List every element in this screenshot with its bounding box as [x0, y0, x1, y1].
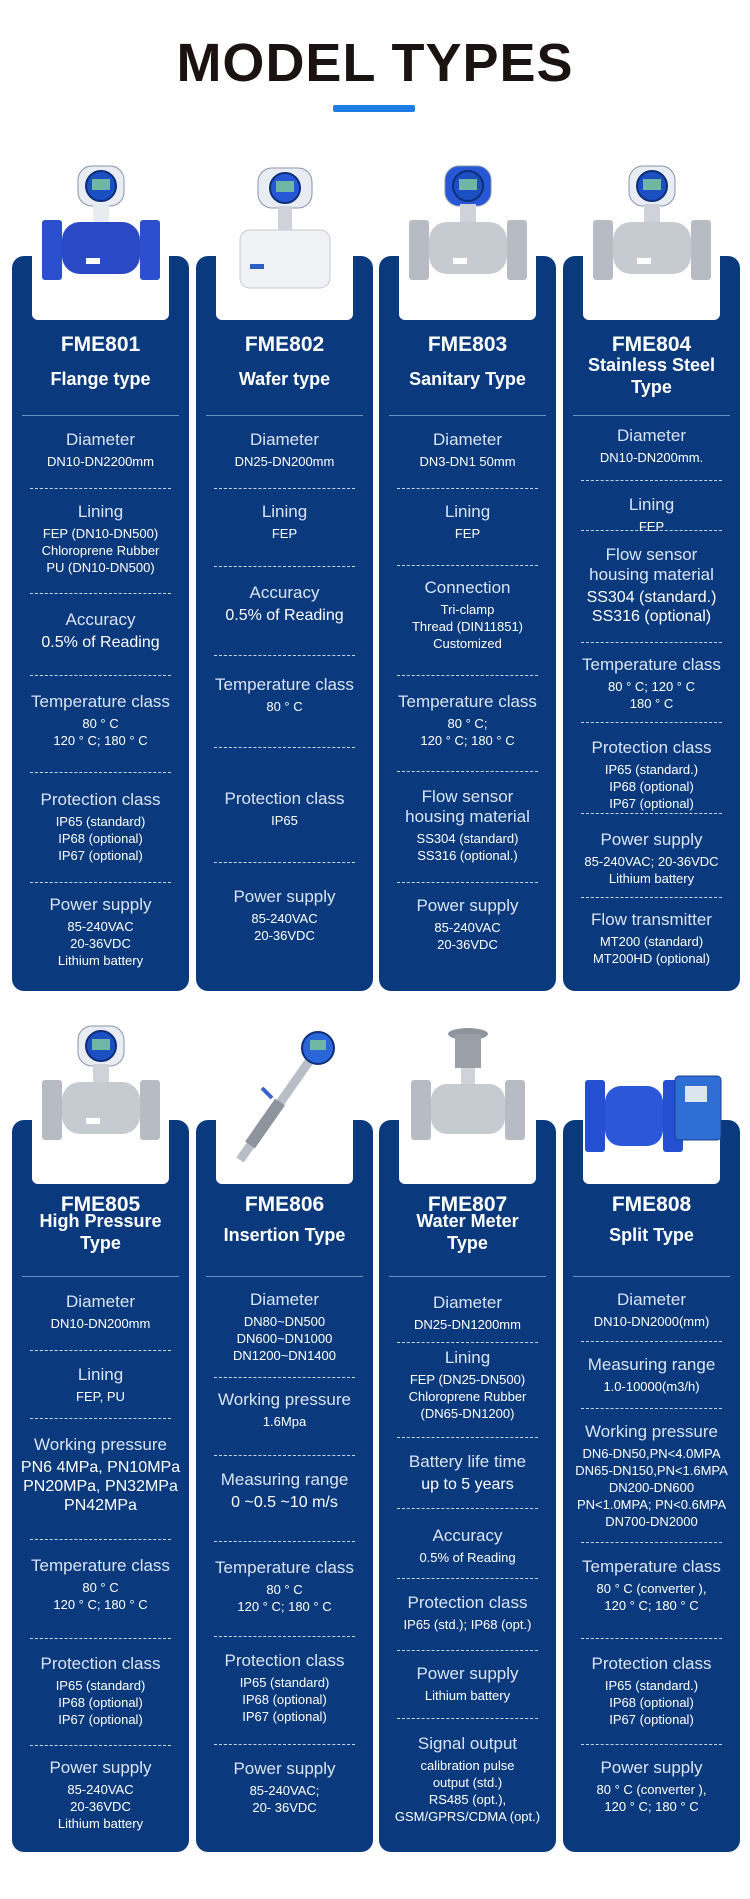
header-divider	[573, 1276, 730, 1277]
spec-power-supply	[16, 895, 185, 969]
header-divider	[389, 415, 546, 416]
spec-divider	[581, 1408, 722, 1409]
spec-label: Temperature class	[215, 675, 354, 694]
model-number: FME806	[244, 1193, 325, 1216]
spec-divider	[397, 1650, 538, 1651]
model-number: FME808	[611, 1193, 692, 1216]
spec-flow-transmitter	[567, 910, 736, 967]
spec-divider	[581, 1341, 722, 1342]
product-type: Water Meter Type	[416, 1211, 519, 1253]
spec-divider	[581, 530, 722, 531]
spec-value: PN6 4MPa, PN10MPa PN20MPa, PN32MPa PN42MPa	[20, 1459, 181, 1514]
spec-label: Working pressure	[585, 1422, 718, 1441]
header-divider	[206, 1276, 363, 1277]
spec-diameter	[200, 1290, 369, 1364]
spec-divider	[397, 1342, 538, 1343]
spec-label: Power supply	[233, 1759, 336, 1778]
spec-protection-class	[383, 1593, 552, 1633]
spec-value: Lithium battery	[424, 1688, 511, 1703]
spec-working-pressure	[200, 1390, 369, 1430]
model-card-fme801	[12, 256, 189, 991]
spec-label: Protection class	[40, 1654, 161, 1673]
spec-value: DN3-DN1 50mm	[419, 454, 516, 469]
spec-divider	[30, 1418, 171, 1419]
spec-value: 1.6Mpa	[262, 1414, 307, 1429]
spec-lining	[200, 502, 369, 542]
product-type: Wafer type	[238, 369, 331, 389]
title-underline	[333, 105, 415, 112]
spec-power-supply	[383, 1664, 552, 1704]
spec-divider	[397, 488, 538, 489]
spec-protection-class	[200, 1651, 369, 1725]
spec-temperature-class	[200, 1558, 369, 1615]
model-card-fme804	[563, 256, 740, 991]
spec-label: Diameter	[66, 1292, 135, 1311]
sanitary-meter-image	[393, 160, 543, 325]
wafer-meter-image	[210, 160, 360, 325]
spec-diameter	[567, 426, 736, 466]
product-type: Flange type	[50, 369, 151, 389]
spec-divider	[397, 565, 538, 566]
spec-label: Power supply	[600, 830, 703, 849]
spec-label: Power supply	[416, 1664, 519, 1683]
spec-divider	[581, 722, 722, 723]
spec-value: FEP, PU	[76, 1389, 125, 1404]
spec-lining	[567, 495, 736, 535]
spec-label: Diameter	[617, 426, 686, 445]
spec-label: Working pressure	[34, 1435, 167, 1454]
spec-divider	[581, 1542, 722, 1543]
spec-divider	[581, 813, 722, 814]
spec-diameter	[383, 430, 552, 470]
spec-divider	[30, 1745, 171, 1746]
spec-protection-class	[16, 1654, 185, 1728]
spec-value: FEP	[271, 526, 298, 541]
spec-measuring-range	[567, 1355, 736, 1395]
spec-divider	[214, 747, 355, 748]
spec-divider	[397, 1508, 538, 1509]
spec-label: Protection class	[591, 738, 712, 757]
spec-label: Lining	[261, 502, 308, 521]
spec-label: Diameter	[433, 1293, 502, 1312]
spec-value: SS304 (standard.) SS316 (optional)	[586, 589, 717, 625]
spec-value: 80 ° C (converter ), 120 ° C; 180 ° C	[596, 1782, 707, 1814]
spec-value: DN10-DN2200mm	[47, 454, 154, 469]
spec-label: Lining	[628, 495, 675, 514]
spec-label: Diameter	[250, 430, 319, 449]
water-meter-image	[393, 1020, 543, 1185]
spec-diameter	[200, 430, 369, 470]
flange-meter-image	[26, 160, 176, 325]
spec-divider	[30, 1350, 171, 1351]
spec-lining	[16, 1365, 185, 1405]
spec-flow-sensor-housing-material	[567, 545, 736, 626]
spec-lining	[383, 1348, 552, 1422]
spec-label: Diameter	[250, 1290, 319, 1309]
spec-label: Flow sensor housing material	[589, 545, 714, 584]
spec-power-supply	[567, 830, 736, 887]
spec-accuracy	[16, 610, 185, 652]
spec-temperature-class	[567, 1557, 736, 1614]
spec-label: Flow transmitter	[591, 910, 712, 929]
spec-value: 85-240VAC 20-36VDC	[434, 920, 501, 952]
spec-label: Lining	[444, 502, 491, 521]
spec-value: MT200 (standard) MT200HD (optional)	[592, 934, 711, 966]
model-card-fme807	[379, 1120, 556, 1852]
spec-divider	[397, 771, 538, 772]
product-type: Insertion Type	[223, 1225, 346, 1245]
spec-value: 0 ~0.5 ~10 m/s	[231, 1494, 338, 1511]
spec-divider	[397, 675, 538, 676]
spec-protection-class	[567, 1654, 736, 1728]
spec-protection-class	[567, 738, 736, 812]
spec-accuracy	[383, 1526, 552, 1566]
spec-label: Protection class	[224, 789, 345, 808]
spec-divider	[214, 655, 355, 656]
product-type: Stainless Steel Type	[587, 355, 716, 397]
spec-divider	[30, 488, 171, 489]
spec-value: IP65	[271, 813, 298, 828]
product-type: Sanitary Type	[409, 369, 526, 389]
spec-label: Diameter	[66, 430, 135, 449]
spec-value: 1.0-10000(m3/h)	[603, 1379, 700, 1394]
spec-divider	[397, 1578, 538, 1579]
spec-divider	[30, 1638, 171, 1639]
spec-value: DN10-DN200mm	[50, 1316, 151, 1331]
high-pressure-meter-image	[26, 1020, 176, 1185]
spec-label: Accuracy	[249, 583, 320, 602]
model-card-fme802	[196, 256, 373, 991]
spec-accuracy	[200, 583, 369, 625]
spec-diameter	[16, 1292, 185, 1332]
spec-value: 0.5% of Reading	[41, 634, 160, 651]
spec-label: Protection class	[407, 1593, 528, 1612]
spec-measuring-range	[200, 1470, 369, 1512]
spec-value: DN80~DN500 DN600~DN1000 DN1200~DN1400	[233, 1314, 336, 1363]
spec-label: Battery life time	[408, 1452, 527, 1471]
spec-label: Temperature class	[582, 1557, 721, 1576]
spec-divider	[214, 1636, 355, 1637]
spec-label: Protection class	[224, 1651, 345, 1670]
spec-label: Measuring range	[587, 1355, 716, 1374]
spec-value: DN10-DN2000(mm)	[593, 1314, 710, 1329]
spec-flow-sensor-housing-material	[383, 787, 552, 864]
spec-temperature-class	[383, 692, 552, 749]
spec-connection	[383, 578, 552, 652]
spec-label: Temperature class	[398, 692, 537, 711]
spec-divider	[30, 1539, 171, 1540]
model-card-fme803	[379, 256, 556, 991]
spec-value: IP65 (standard.) IP68 (optional) IP67 (optional)	[604, 762, 699, 811]
spec-value: FEP (DN25-DN500) Chloroprene Rubber (DN65-DN1200)	[408, 1372, 527, 1421]
spec-value: DN10-DN200mm.	[599, 450, 704, 465]
spec-divider	[214, 862, 355, 863]
spec-temperature-class	[567, 655, 736, 712]
spec-divider	[214, 1744, 355, 1745]
spec-value: 85-240VAC; 20- 36VDC	[249, 1783, 320, 1815]
spec-value: up to 5 years	[421, 1476, 514, 1493]
spec-power-supply	[16, 1758, 185, 1832]
spec-divider	[581, 642, 722, 643]
model-number: FME804	[611, 333, 692, 356]
spec-working-pressure	[16, 1435, 185, 1515]
spec-label: Protection class	[40, 790, 161, 809]
model-number: FME807	[427, 1193, 508, 1216]
split-meter-image	[577, 1020, 727, 1185]
spec-label: Lining	[444, 1348, 491, 1367]
spec-value: DN6-DN50,PN<4.0MPA DN65-DN150,PN<1.6MPA DN200-DN600 PN<1.0MPA; PN<0.6MPA DN700-DN2000	[575, 1446, 728, 1529]
spec-label: Signal output	[417, 1734, 518, 1753]
spec-label: Diameter	[617, 1290, 686, 1309]
spec-protection-class	[200, 789, 369, 829]
spec-lining	[383, 502, 552, 542]
spec-label: Accuracy	[432, 1526, 503, 1545]
spec-value: 80 ° C 120 ° C; 180 ° C	[53, 1580, 148, 1612]
spec-power-supply	[383, 896, 552, 953]
spec-divider	[214, 1455, 355, 1456]
spec-value: 80 ° C; 120 ° C 180 ° C	[608, 679, 695, 711]
spec-value: 80 ° C; 120 ° C; 180 ° C	[420, 716, 515, 748]
spec-value: 85-240VAC 20-36VDC Lithium battery	[57, 1782, 144, 1831]
spec-diameter	[567, 1290, 736, 1330]
spec-label: Protection class	[591, 1654, 712, 1673]
spec-working-pressure	[567, 1422, 736, 1530]
spec-label: Power supply	[49, 895, 152, 914]
spec-divider	[581, 480, 722, 481]
spec-diameter	[16, 430, 185, 470]
spec-label: Temperature class	[582, 655, 721, 674]
spec-label: Measuring range	[220, 1470, 349, 1489]
spec-value: 0.5% of Reading	[225, 607, 344, 624]
spec-power-supply	[200, 1759, 369, 1816]
model-number: FME801	[60, 333, 141, 356]
spec-label: Power supply	[416, 896, 519, 915]
header-divider	[22, 1276, 179, 1277]
spec-signal-output	[383, 1734, 552, 1825]
spec-divider	[581, 1744, 722, 1745]
spec-value: IP65 (std.); IP68 (opt.)	[403, 1617, 532, 1632]
spec-value: IP65 (standard) IP68 (optional) IP67 (optional)	[55, 1678, 146, 1727]
spec-label: Temperature class	[31, 1556, 170, 1575]
spec-value: 80 ° C 120 ° C; 180 ° C	[53, 716, 148, 748]
spec-label: Connection	[424, 578, 511, 597]
model-card-fme806	[196, 1120, 373, 1852]
spec-divider	[214, 1541, 355, 1542]
spec-value: IP65 (standard.) IP68 (optional) IP67 (optional)	[604, 1678, 699, 1727]
spec-label: Power supply	[600, 1758, 703, 1777]
spec-value: 0.5% of Reading	[419, 1550, 516, 1565]
spec-divider	[397, 1718, 538, 1719]
spec-power-supply	[567, 1758, 736, 1815]
spec-divider	[30, 593, 171, 594]
model-card-fme808	[563, 1120, 740, 1852]
spec-label: Flow sensor housing material	[405, 787, 530, 826]
spec-value: calibration pulse output (std.) RS485 (opt.), GSM/GPRS/CDMA (opt.)	[394, 1758, 541, 1824]
stainless-meter-image	[577, 160, 727, 325]
spec-value: IP65 (standard) IP68 (optional) IP67 (optional)	[55, 814, 146, 863]
header-divider	[22, 415, 179, 416]
spec-value: 80 ° C 120 ° C; 180 ° C	[237, 1582, 332, 1614]
spec-label: Diameter	[433, 430, 502, 449]
header-divider	[573, 415, 730, 416]
spec-value: FEP (DN10-DN500) Chloroprene Rubber PU (DN10-DN500)	[41, 526, 160, 575]
model-number: FME805	[60, 1193, 141, 1216]
spec-label: Power supply	[49, 1758, 152, 1777]
spec-divider	[214, 566, 355, 567]
spec-divider	[214, 1377, 355, 1378]
spec-value: Tri-clamp Thread (DIN11851) Customized	[411, 602, 524, 651]
spec-label: Temperature class	[215, 1558, 354, 1577]
model-number: FME803	[427, 333, 508, 356]
spec-temperature-class	[16, 692, 185, 749]
spec-diameter	[383, 1293, 552, 1333]
model-number: FME802	[244, 333, 325, 356]
spec-value: FEP	[638, 519, 665, 534]
spec-label: Lining	[77, 502, 124, 521]
spec-value: DN25-DN1200mm	[414, 1317, 521, 1332]
spec-label: Temperature class	[31, 692, 170, 711]
page-title: MODEL TYPES	[176, 33, 574, 93]
spec-label: Working pressure	[218, 1390, 351, 1409]
spec-lining	[16, 502, 185, 576]
spec-value: 85-240VAC 20-36VDC Lithium battery	[57, 919, 144, 968]
spec-value: SS304 (standard) SS316 (optional.)	[416, 831, 519, 863]
spec-divider	[397, 1437, 538, 1438]
spec-divider	[581, 897, 722, 898]
spec-divider	[397, 882, 538, 883]
spec-divider	[214, 488, 355, 489]
spec-value: FEP	[454, 526, 481, 541]
spec-divider	[30, 772, 171, 773]
spec-value: DN25-DN200mm	[234, 454, 335, 469]
spec-divider	[30, 882, 171, 883]
spec-temperature-class	[200, 675, 369, 715]
header-divider	[389, 1276, 546, 1277]
spec-temperature-class	[16, 1556, 185, 1613]
spec-label: Accuracy	[65, 610, 136, 629]
spec-value: 80 ° C (converter ), 120 ° C; 180 ° C	[596, 1581, 707, 1613]
spec-battery-life-time	[383, 1452, 552, 1494]
spec-power-supply	[200, 887, 369, 944]
spec-divider	[581, 1638, 722, 1639]
spec-divider	[30, 675, 171, 676]
spec-value: 85-240VAC; 20-36VDC Lithium battery	[584, 854, 719, 886]
spec-value: IP65 (standard) IP68 (optional) IP67 (optional)	[239, 1675, 330, 1724]
insertion-meter-image	[210, 1020, 360, 1185]
spec-value: 80 ° C	[266, 699, 303, 714]
spec-protection-class	[16, 790, 185, 864]
spec-label: Lining	[77, 1365, 124, 1384]
product-type: High Pressure Type	[39, 1211, 162, 1253]
model-card-fme805	[12, 1120, 189, 1852]
product-type: Split Type	[609, 1225, 694, 1245]
spec-label: Power supply	[233, 887, 336, 906]
header-divider	[206, 415, 363, 416]
spec-value: 85-240VAC 20-36VDC	[251, 911, 318, 943]
